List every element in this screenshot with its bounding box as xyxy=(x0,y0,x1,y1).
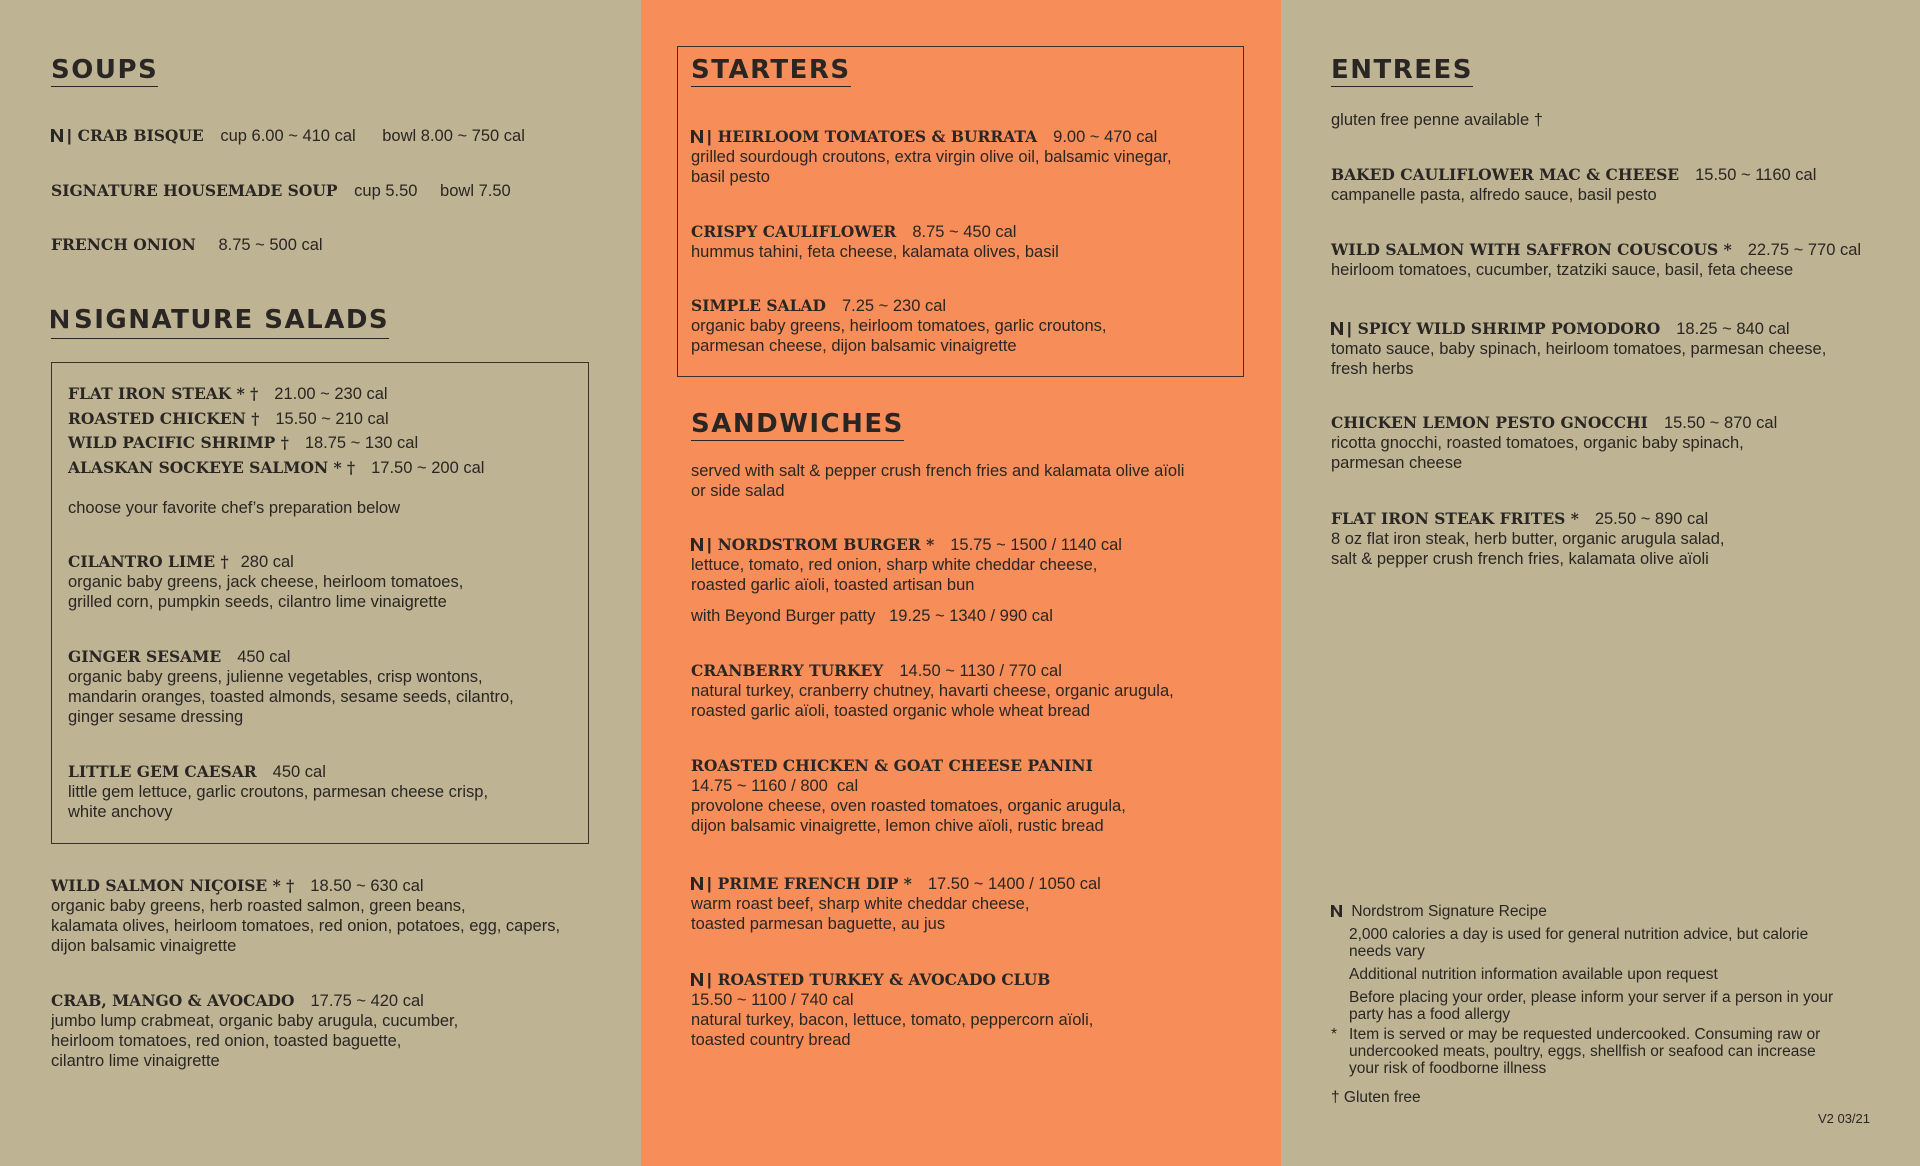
item-name: ROASTED CHICKEN & GOAT CHEESE PANINI xyxy=(691,756,1093,775)
item-name: PRIME FRENCH DIP * xyxy=(717,874,912,893)
sandwiches-heading: SANDWICHES xyxy=(691,409,904,439)
item-desc: campanelle pasta, alfredo sauce, basil pesto xyxy=(1331,186,1657,204)
item-desc: ginger sesame dressing xyxy=(68,708,244,726)
item-desc: organic baby greens, heirloom tomatoes, garlic croutons, xyxy=(691,317,1107,335)
item-name: BAKED CAULIFLOWER MAC & CHEESE xyxy=(1331,165,1680,184)
item-name: GINGER SESAME xyxy=(68,647,222,666)
item-desc: fresh herbs xyxy=(1331,360,1414,378)
item-desc: cilantro lime vinaigrette xyxy=(51,1052,220,1070)
item-desc: organic baby greens, julienne vegetables, crisp wontons, xyxy=(68,668,483,686)
protein-row xyxy=(68,409,484,433)
item-desc: mandarin oranges, toasted almonds, sesame seeds, cilantro, xyxy=(68,688,514,706)
item-price: 15.50 ~ 870 cal xyxy=(1663,414,1778,432)
footnote-undercooked xyxy=(1331,1026,1891,1077)
item-name: FLAT IRON STEAK FRITES * xyxy=(1331,509,1579,528)
column-left xyxy=(0,0,641,1166)
item-price: 7.25 ~ 230 cal xyxy=(841,297,947,315)
item-price: 9.00 ~ 470 cal xyxy=(1053,128,1158,146)
item-desc: toasted parmesan baguette, au jus xyxy=(691,915,946,933)
footnote-text: Item is served or may be requested undercooked. Consuming raw or xyxy=(1349,1026,1821,1043)
sandwich-turkey-avocado-club xyxy=(691,970,1093,1050)
soups-heading: SOUPS xyxy=(51,55,159,85)
item-desc: white anchovy xyxy=(68,803,173,821)
salad-ginger-sesame xyxy=(68,647,514,727)
item-desc: little gem lettuce, garlic croutons, parmesan cheese crisp, xyxy=(68,783,489,801)
salad-cilantro-lime xyxy=(68,552,463,612)
footnote-text: Nordstrom Signature Recipe xyxy=(1351,903,1547,920)
soup-bowl-price: bowl 7.50 xyxy=(440,182,511,200)
item-desc: parmesan cheese xyxy=(1331,454,1463,472)
item-name: CHICKEN LEMON PESTO GNOCCHI xyxy=(1331,413,1648,432)
protein-name: ALASKAN SOCKEYE SALMON * † xyxy=(68,458,356,477)
item-desc: heirloom tomatoes, red onion, toasted baguette, xyxy=(51,1032,402,1050)
protein-row xyxy=(68,384,484,409)
item-price: 18.50 ~ 630 cal xyxy=(310,877,424,895)
entree-cauliflower-mac xyxy=(1331,165,1816,205)
nordstrom-n-icon xyxy=(691,877,703,890)
item-desc: roasted garlic aïoli, toasted artisan bun xyxy=(691,576,975,594)
separator: | xyxy=(67,127,72,145)
item-desc: 8 oz flat iron steak, herb butter, organic arugula salad, xyxy=(1331,530,1725,548)
soup-french-onion xyxy=(51,235,323,255)
item-desc: dijon balsamic vinaigrette xyxy=(51,937,237,955)
sandwich-prime-french-dip xyxy=(691,874,1101,934)
salad-little-gem-caesar xyxy=(68,762,488,822)
menu-footnotes xyxy=(1331,903,1891,1106)
nordstrom-n-icon xyxy=(691,538,703,551)
item-name: WILD SALMON NIÇOISE * † xyxy=(51,876,295,895)
footnote-text: Before placing your order, please inform your server if a person in your xyxy=(1349,989,1834,1006)
item-price: 15.75 ~ 1500 / 1140 cal xyxy=(950,536,1122,554)
item-price: 15.50 ~ 1100 / 740 cal xyxy=(691,991,854,1009)
column-middle xyxy=(641,0,1281,1166)
footnote-text: needs vary xyxy=(1349,943,1425,960)
item-price: 25.50 ~ 890 cal xyxy=(1594,510,1709,528)
footnote-allergy xyxy=(1331,989,1891,1023)
separator: | xyxy=(1347,320,1352,338)
item-desc: lettuce, tomato, red onion, sharp white cheddar cheese, xyxy=(691,556,1098,574)
item-desc: tomato sauce, baby spinach, heirloom tomatoes, parmesan cheese, xyxy=(1331,340,1827,358)
item-desc: natural turkey, cranberry chutney, havarti cheese, organic arugula, xyxy=(691,682,1174,700)
item-name: SIMPLE SALAD xyxy=(691,296,826,315)
soup-bowl-price: bowl 8.00 ~ 750 cal xyxy=(382,127,525,145)
footnote-gluten-free: † Gluten free xyxy=(1331,1089,1421,1106)
protein-price: 18.75 ~ 130 cal xyxy=(304,434,419,452)
nordstrom-n-icon xyxy=(1331,904,1343,921)
item-name: CRAB, MANGO & AVOCADO xyxy=(51,991,295,1010)
starter-heirloom-burrata xyxy=(691,127,1172,187)
protein-name: ROASTED CHICKEN † xyxy=(68,409,260,428)
sandwich-chicken-panini xyxy=(691,756,1126,836)
item-price: 450 cal xyxy=(237,648,291,666)
footnote-calories xyxy=(1331,926,1891,960)
protein-name: WILD PACIFIC SHRIMP † xyxy=(68,433,289,452)
nordstrom-n-icon xyxy=(691,973,703,986)
starters-heading: STARTERS xyxy=(691,55,851,85)
item-desc: roasted garlic aïoli, toasted organic whole wheat bread xyxy=(691,702,1090,720)
item-desc: salt & pepper crush french fries, kalamata olive aïoli xyxy=(1331,550,1709,568)
item-price: 450 cal xyxy=(272,763,326,781)
nordstrom-n-icon xyxy=(51,129,63,142)
separator: | xyxy=(707,128,712,146)
item-price: 14.50 ~ 1130 / 770 cal xyxy=(899,662,1062,680)
protein-price: 21.00 ~ 230 cal xyxy=(274,385,388,403)
item-price: 280 cal xyxy=(240,553,294,571)
entree-pesto-gnocchi xyxy=(1331,413,1777,473)
item-desc: heirloom tomatoes, cucumber, tzatziki sauce, basil, feta cheese xyxy=(1331,261,1794,279)
item-desc: dijon balsamic vinaigrette, lemon chive aïoli, rustic bread xyxy=(691,817,1104,835)
footnote-text: 2,000 calories a day is used for general nutrition advice, but calorie xyxy=(1349,926,1809,943)
protein-name: FLAT IRON STEAK * † xyxy=(68,384,259,403)
nordstrom-n-icon xyxy=(691,130,703,143)
item-desc: natural turkey, bacon, lettuce, tomato, peppercorn aïoli, xyxy=(691,1011,1094,1029)
item-desc: hummus tahini, feta cheese, kalamata olives, basil xyxy=(691,243,1059,261)
item-desc: grilled sourdough croutons, extra virgin olive oil, balsamic vinegar, xyxy=(691,148,1172,166)
version-label: V2 03/21 xyxy=(1817,1111,1870,1126)
item-price: 17.75 ~ 420 cal xyxy=(310,992,424,1010)
soup-cup-price: cup 6.00 ~ 410 cal xyxy=(220,127,356,145)
item-price: 17.50 ~ 1400 / 1050 cal xyxy=(927,875,1101,893)
item-name: CRANBERRY TURKEY xyxy=(691,661,884,680)
item-desc: basil pesto xyxy=(691,168,770,186)
soup-name: FRENCH ONION xyxy=(51,235,196,254)
soup-cup-price: cup 5.50 xyxy=(354,182,418,200)
item-desc: grilled corn, pumpkin seeds, cilantro lime vinaigrette xyxy=(68,593,447,611)
item-desc: kalamata olives, heirloom tomatoes, red onion, potatoes, egg, capers, xyxy=(51,917,561,935)
footnote-text: party has a food allergy xyxy=(1349,1006,1511,1023)
item-name: NORDSTROM BURGER * xyxy=(717,535,935,554)
soup-housemade xyxy=(51,181,511,201)
item-price: 22.75 ~ 770 cal xyxy=(1747,241,1862,259)
heading-text: SIGNATURE SALADS xyxy=(74,305,390,335)
entree-salmon-couscous xyxy=(1331,240,1861,280)
item-desc: parmesan cheese, dijon balsamic vinaigrette xyxy=(691,337,1017,355)
nordstrom-n-icon xyxy=(1331,322,1343,335)
item-desc: toasted country bread xyxy=(691,1031,851,1049)
protein-row xyxy=(68,458,484,482)
item-name: CILANTRO LIME † xyxy=(68,552,229,571)
nordstrom-n-icon xyxy=(51,307,68,337)
soup-price: 8.75 ~ 500 cal xyxy=(218,236,323,254)
protein-price: 15.50 ~ 210 cal xyxy=(275,410,389,428)
item-price: 15.50 ~ 1160 cal xyxy=(1695,166,1817,184)
item-name: LITTLE GEM CAESAR xyxy=(68,762,257,781)
item-price: 18.25 ~ 840 cal xyxy=(1676,320,1790,338)
item-desc: jumbo lump crabmeat, organic baby arugula, cucumber, xyxy=(51,1012,459,1030)
intro-line: served with salt & pepper crush french fries and kalamata olive aïoli xyxy=(691,462,1185,480)
entree-steak-frites xyxy=(1331,509,1725,569)
protein-price: 17.50 ~ 200 cal xyxy=(371,459,485,477)
item-name: ROASTED TURKEY & AVOCADO CLUB xyxy=(717,970,1051,989)
item-name: WILD SALMON WITH SAFFRON COUSCOUS * xyxy=(1331,240,1732,259)
column-right xyxy=(1281,0,1920,1166)
item-price: 14.75 ~ 1160 / 800 cal xyxy=(691,777,859,795)
item-name: HEIRLOOM TOMATOES & BURRATA xyxy=(717,127,1038,146)
item-desc: organic baby greens, herb roasted salmon, green beans, xyxy=(51,897,466,915)
separator: | xyxy=(707,971,712,989)
salad-salmon-nicoise xyxy=(51,876,560,956)
protein-row xyxy=(68,433,484,458)
sandwich-cranberry-turkey xyxy=(691,661,1174,721)
salad-proteins xyxy=(68,384,484,482)
item-desc: organic baby greens, jack cheese, heirloom tomatoes, xyxy=(68,573,464,591)
sandwich-nordstrom-burger xyxy=(691,535,1122,626)
footnote-text: your risk of foodborne illness xyxy=(1349,1060,1547,1077)
item-price: 8.75 ~ 450 cal xyxy=(912,223,1017,241)
starter-crispy-cauliflower xyxy=(691,222,1059,262)
footnote-info: Additional nutrition information available upon request xyxy=(1349,966,1718,983)
item-desc: provolone cheese, oven roasted tomatoes, organic arugula, xyxy=(691,797,1126,815)
asterisk-marker: * xyxy=(1331,1026,1338,1043)
intro-line: or side salad xyxy=(691,482,785,500)
sandwiches-intro xyxy=(691,461,1184,501)
separator: | xyxy=(707,875,712,893)
item-name: CRISPY CAULIFLOWER xyxy=(691,222,897,241)
footnote-text: undercooked meats, poultry, eggs, shellfish or seafood can increase xyxy=(1349,1043,1816,1060)
salad-crab-mango xyxy=(51,991,458,1071)
item-desc: warm roast beef, sharp white cheddar cheese, xyxy=(691,895,1030,913)
soup-name: CRAB BISQUE xyxy=(77,126,204,145)
entree-shrimp-pomodoro xyxy=(1331,319,1826,379)
signature-salads-heading xyxy=(51,305,389,339)
starter-simple-salad xyxy=(691,296,1106,356)
soup-crab-bisque xyxy=(51,126,525,146)
footnote-signature xyxy=(1331,903,1891,923)
separator: | xyxy=(707,536,712,554)
beyond-burger-option: with Beyond Burger patty 19.25 ~ 1340 / 990 cal xyxy=(691,607,1053,625)
salad-choose-text: choose your favorite chef’s preparation below xyxy=(68,499,401,517)
item-desc: ricotta gnocchi, roasted tomatoes, organic baby spinach, xyxy=(1331,434,1744,452)
entrees-heading: ENTREES xyxy=(1331,55,1474,85)
soup-name: SIGNATURE HOUSEMADE SOUP xyxy=(51,181,338,200)
gluten-free-penne-note: gluten free penne available † xyxy=(1331,111,1543,129)
item-name: SPICY WILD SHRIMP POMODORO xyxy=(1357,319,1661,338)
